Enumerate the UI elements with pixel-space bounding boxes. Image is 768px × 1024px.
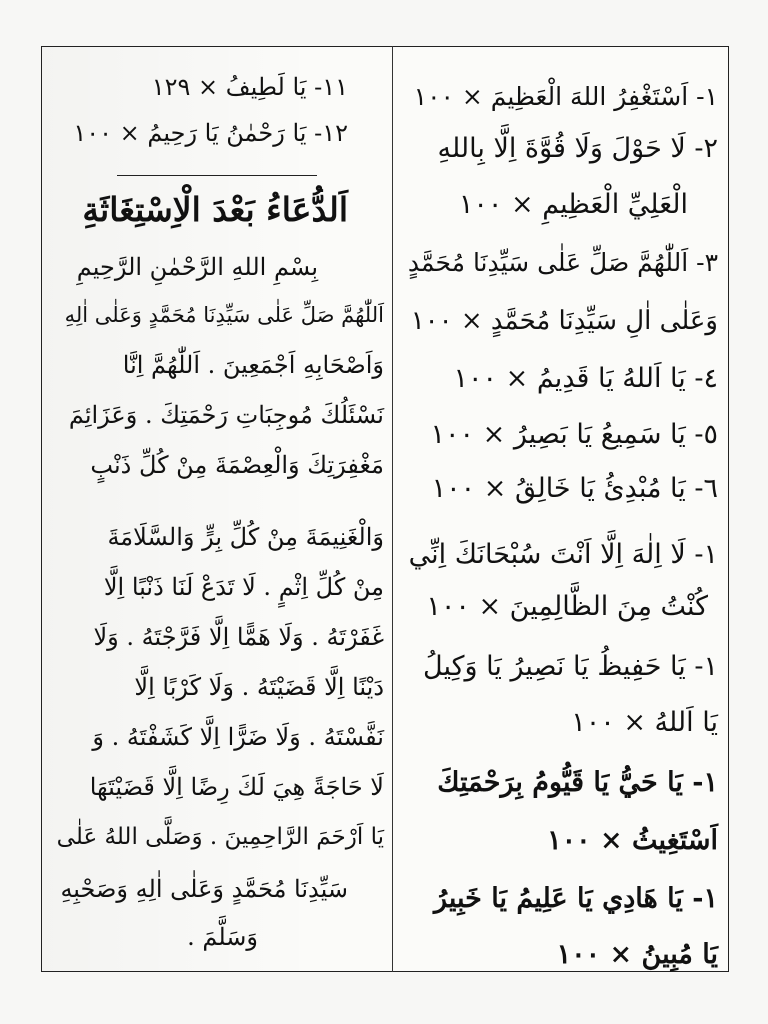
doa-title: اَلدُّعَاءُ بَعْدَ الْاِسْتِغَاثَةِ bbox=[82, 190, 348, 229]
dhikr-line-3b: وَعَلٰى اٰلِ سَيِّدِنَا مُحَمَّدٍ × ١٠٠ bbox=[410, 306, 718, 336]
dhikr-line-10: ١- يَا هَادِي يَا عَلِيمُ يَا خَبِيرُ bbox=[433, 883, 718, 914]
column-divider bbox=[392, 46, 393, 972]
dhikr-line-6: ٦- يَا مُبْدِئُ يَا خَالِقُ × ١٠٠ bbox=[431, 473, 718, 504]
prayer-line-2: وَاَصْحَابِهِ اَجْمَعِينَ . اَللّٰهُمَّ اِنَّا bbox=[122, 351, 384, 379]
prayer-line-9: نَفَّسْتَهُ . وَلَا ضَرًّا اِلَّا كَشَفْتَهُ . وَ bbox=[92, 723, 384, 751]
prayer-line-13: وَسَلَّمَ . bbox=[187, 923, 258, 951]
dhikr-line-4: ٤- يَا اَللهُ يَا قَدِيمُ × ١٠٠ bbox=[453, 363, 718, 394]
dhikr-line-10b: يَا مُبِينُ × ١٠٠ bbox=[556, 939, 718, 970]
left-top-line-2: ١٢- يَا رَحْمٰنُ يَا رَحِيمُ × ١٠٠ bbox=[73, 119, 348, 147]
dhikr-line-7: ١- لَا اِلٰهَ اِلَّا اَنْتَ سُبْحَانَكَ اِنِّي bbox=[408, 539, 718, 570]
left-top-line-1: ١١- يَا لَطِيفُ × ١٢٩ bbox=[151, 73, 348, 101]
prayer-line-6: مِنْ كُلِّ اِثْمٍ . لَا تَدَعْ لَنَا ذَنْبًا اِلَّا bbox=[103, 573, 384, 601]
basmala: بِسْمِ اللهِ الرَّحْمٰنِ الرَّحِيمِ bbox=[76, 253, 318, 281]
prayer-line-3: نَسْئَلُكَ مُوجِبَاتِ رَحْمَتِكَ . وَعَزَائِمَ bbox=[68, 401, 384, 429]
dhikr-line-7b: كُنْتُ مِنَ الظَّالِمِينَ × ١٠٠ bbox=[426, 591, 708, 622]
dhikr-line-1: ١- اَسْتَغْفِرُ اللهَ الْعَظِيمَ × ١٠٠ bbox=[413, 82, 718, 111]
prayer-line-5: وَالْغَنِيمَةَ مِنْ كُلِّ بِرٍّ وَالسَّلَامَةَ bbox=[107, 523, 384, 551]
prayer-line-8: دَيْنًا اِلَّا قَضَيْتَهُ . وَلَا كَرْبًا اِلَّا bbox=[134, 673, 384, 701]
dhikr-line-2b: الْعَلِيِّ الْعَظِيمِ × ١٠٠ bbox=[458, 189, 688, 220]
prayer-line-11: يَا اَرْحَمَ الرَّاحِمِينَ . وَصَلَّى اللهُ عَلٰى bbox=[56, 824, 384, 850]
prayer-line-10: لَا حَاجَةً هِيَ لَكَ رِضًا اِلَّا قَضَيْتَهَا bbox=[89, 773, 384, 801]
prayer-line-4: مَغْفِرَتِكَ وَالْعِصْمَةَ مِنْ كُلِّ ذَنْبٍ bbox=[90, 451, 384, 479]
prayer-line-12: سَيِّدِنَا مُحَمَّدٍ وَعَلٰى اٰلِهِ وَصَحْبِهِ bbox=[60, 875, 348, 903]
dhikr-line-8b: يَا اَللهُ × ١٠٠ bbox=[571, 707, 718, 738]
separator-rule bbox=[117, 175, 317, 176]
dhikr-line-3: ٣- اَللّٰهُمَّ صَلِّ عَلٰى سَيِّدِنَا مُحَمَّدٍ bbox=[407, 248, 718, 277]
dhikr-line-9: ١- يَا حَيُّ يَا قَيُّومُ بِرَحْمَتِكَ bbox=[437, 767, 718, 798]
dhikr-line-8: ١- يَا حَفِيظُ يَا نَصِيرُ يَا وَكِيلُ bbox=[423, 651, 718, 682]
dhikr-line-2: ٢- لَا حَوْلَ وَلَا قُوَّةَ اِلَّا بِاللهِ bbox=[437, 133, 718, 164]
dhikr-line-9b: اَسْتَغِيثُ × ١٠٠ bbox=[547, 825, 718, 856]
prayer-line-1: اَللّٰهُمَّ صَلِّ عَلٰى سَيِّدِنَا مُحَمَّدٍ وَعَلٰى اٰلِهِ bbox=[64, 303, 384, 327]
prayer-line-7: غَفَرْتَهُ . وَلَا هَمًّا اِلَّا فَرَّجْتَهُ . وَلَا bbox=[93, 623, 384, 651]
dhikr-line-5: ٥- يَا سَمِيعُ يَا بَصِيرُ × ١٠٠ bbox=[430, 419, 718, 450]
